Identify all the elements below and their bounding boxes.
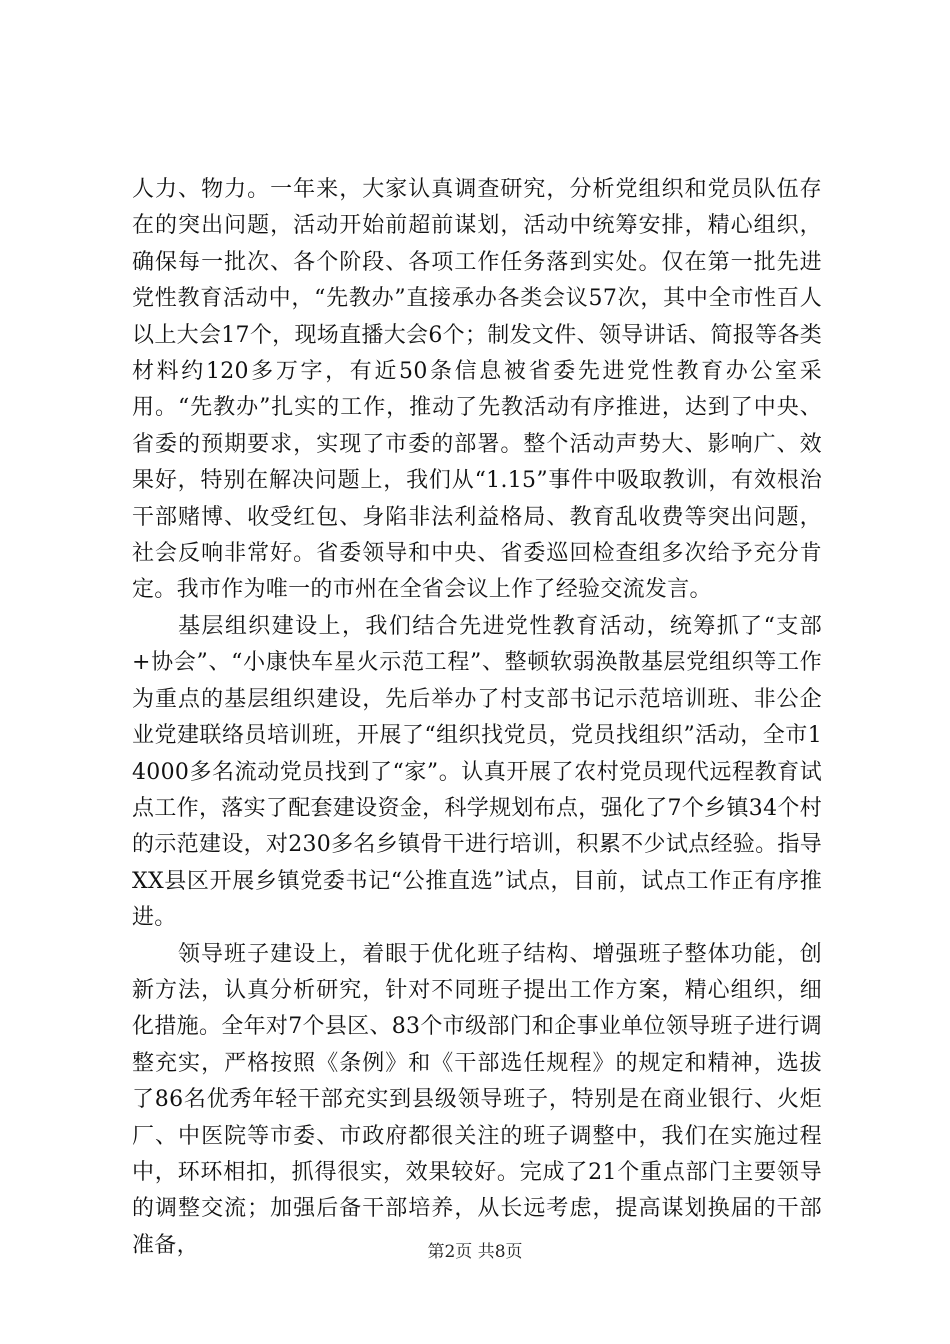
page-number-footer: 第2页 共8页 (427, 1242, 523, 1262)
paragraph-3: 领导班子建设上，着眼于优化班子结构、增强班子整体功能，创新方法，认真分析研究，针对不同班子提出工作方案，精心组织，细化措施。全年对7个县区、83个市级部门和企事业单位领导班子进行调整充实，严格按照《条例》和《干部选任规程》的规定和精神，选拔了86名优秀年轻干部充实到县级领导班子，特别是在商业银行、火炬厂、中医院等市委、市政府都很关注的班子调整中，我们在实施过程中，环环相扣，抓得很实，效果较好。完成了21个重点部门主要领导的调整交流；加强后备干部培养，从长远考虑，提高谋划换届的干部准备， (132, 941, 822, 1258)
paragraph-1: 人力、物力。一年来，大家认真调查研究，分析党组织和党员队伍存在的突出问题，活动开始前超前谋划，活动中统筹安排，精心组织，确保每一批次、各个阶段、各项工作任务落到实处。仅在第一批先进党性教育活动中，“先教办”直接承办各类会议57次，其中全市性百人以上大会17个，现场直播大会6个；制发文件、领导讲话、简报等各类材料约120多万字，有近50条信息被省委先进党性教育办公室采用。“先教办”扎实的工作，推动了先教活动有序推进，达到了中央、省委的预期要求，实现了市委的部署。整个活动声势大、影响广、效果好，特别在解决问题上，我们从“1.15”事件中吸取教训，有效根治干部赌博、收受红包、身陷非法利益格局、教育乱收费等突出问题，社会反响非常好。省委领导和中央、省委巡回检查组多次给予充分肯定。我市作为唯一的市州在全省会议上作了经验交流发言。 (132, 177, 822, 603)
body-text (132, 172, 822, 1264)
paragraph-2: 基层组织建设上，我们结合先进党性教育活动，统筹抓了“支部+协会”、“小康快车星火示范工程”、整顿软弱涣散基层党组织等工作为重点的基层组织建设，先后举办了村支部书记示范培训班、非公企业党建联络员培训班，开展了“组织找党员，党员找组织”活动，全市14000多名流动党员找到了“家”。认真开展了农村党员现代远程教育试点工作，落实了配套建设资金，科学规划布点，强化了7个乡镇34个村的示范建设，对230多名乡镇骨干进行培训，积累不少试点经验。指导XX县区开展乡镇党委书记“公推直选”试点，目前，试点工作正有序推进。 (132, 613, 822, 931)
